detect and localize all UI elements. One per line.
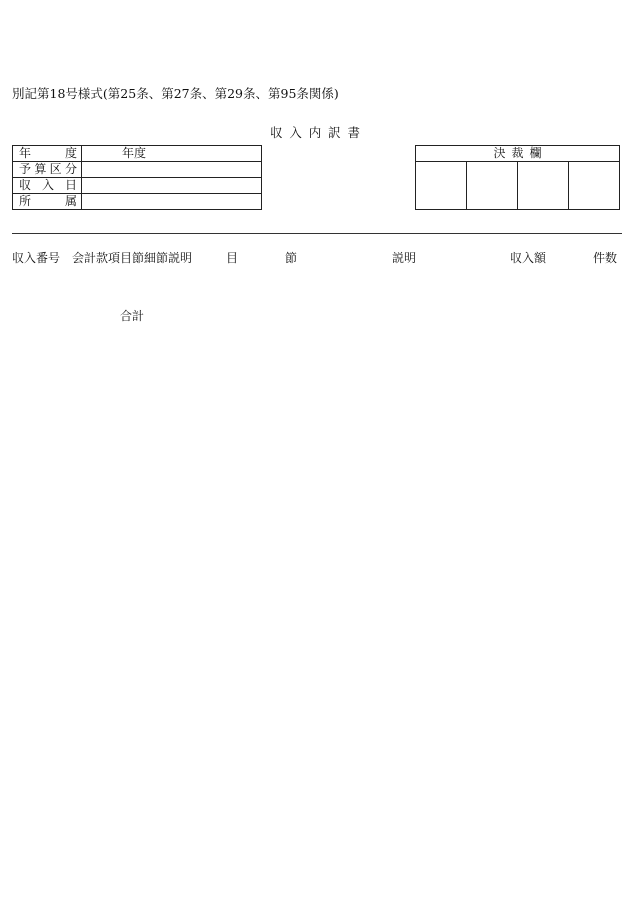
form-reference: 別記第18号様式(第25条、第27条、第29条、第95条関係) [12, 86, 339, 101]
approval-stamp-box[interactable] [416, 162, 467, 210]
info-row-fiscal-year [13, 146, 262, 162]
approval-label: 決裁欄 [416, 146, 620, 162]
col-receipt-number: 収入番号 [12, 251, 61, 265]
info-table [12, 145, 262, 210]
fiscal-year-label: 年度 [13, 146, 82, 162]
department-label: 所属 [13, 194, 82, 210]
fiscal-year-value[interactable] [82, 146, 262, 162]
approval-stamp-box[interactable] [569, 162, 620, 210]
budget-category-value[interactable] [82, 162, 262, 178]
col-account-desc: 会計款項目節細節説明 [72, 251, 193, 265]
info-row-department [13, 194, 262, 210]
col-section: 節 [285, 251, 298, 265]
department-value[interactable] [82, 194, 262, 210]
info-row-receipt-date [13, 178, 262, 194]
document-title: 収入内訳書 [269, 125, 367, 140]
receipt-date-label: 収入日 [13, 178, 82, 194]
receipt-date-value[interactable] [82, 178, 262, 194]
col-amount: 収入額 [510, 251, 547, 265]
col-item: 目 [226, 251, 239, 265]
budget-category-label: 予算区分 [13, 162, 82, 178]
fiscal-year-value-text: 年度 [122, 146, 147, 160]
header-divider [12, 233, 622, 234]
approval-stamp-box[interactable] [518, 162, 569, 210]
col-description: 説明 [392, 251, 417, 265]
info-row-budget-category [13, 162, 262, 178]
approval-stamp-box[interactable] [467, 162, 518, 210]
approval-table [415, 145, 620, 210]
col-count: 件数 [593, 251, 618, 265]
total-label: 合計 [120, 309, 145, 323]
